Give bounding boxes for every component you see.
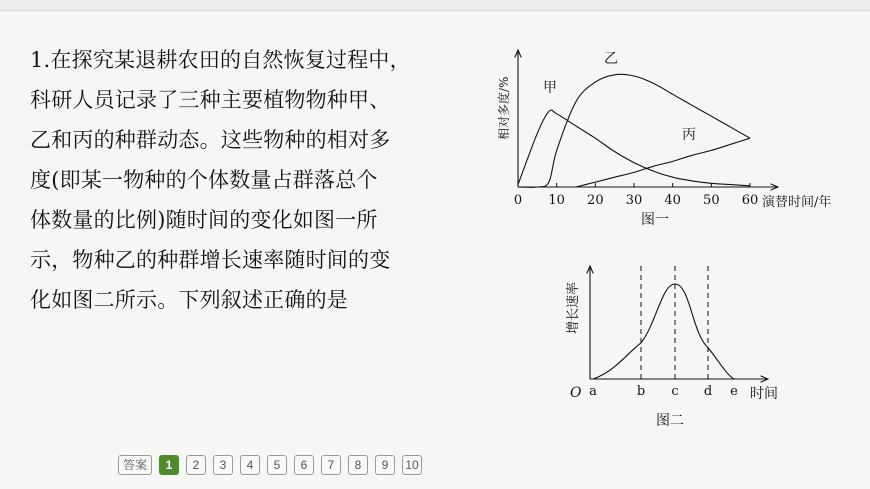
fig1-tick-label: 0 [513,193,523,208]
fig1-y-axis-label: 相对多度/% [497,76,511,140]
page-button-6[interactable]: 6 [294,455,314,475]
page-button-10[interactable]: 10 [402,455,422,475]
fig2-tick-label-d: d [703,384,713,399]
fig1-tick-label: 50 [703,193,720,208]
fig2-tick-label-b: b [636,384,646,399]
fig1-tick-label: 60 [741,193,759,208]
page-button-8[interactable]: 8 [348,455,368,475]
fig1-tick-label: 40 [664,193,681,208]
fig1-label-bing: 丙 [682,127,696,143]
question-line: 1.在探究某退耕农田的自然恢复过程中， [30,48,411,72]
fig1-curve-jia [518,110,750,186]
fig2-origin-label: O [570,385,582,401]
fig1-caption: 图一 [641,212,669,228]
question-line: 乙和丙的种群动态。这些物种的相对多 [30,128,391,152]
question-navigation [118,455,422,475]
fig1-label-jia: 甲 [543,80,557,96]
question-text [30,40,470,320]
question-line: 体数量的比例)随时间的变化如图一所 [30,208,378,232]
fig1-tick-label: 20 [587,193,604,208]
fig1-label-yi: 乙 [604,51,618,67]
page-button-4[interactable]: 4 [240,455,260,475]
page-button-2[interactable]: 2 [186,455,206,475]
page-button-3[interactable]: 3 [213,455,233,475]
page-button-1[interactable]: 1 [159,455,179,475]
fig1-tick-label: 30 [625,193,643,208]
question-line: 度(即某一物种的个体数量占群落总个 [30,168,378,192]
page-button-9[interactable]: 9 [375,455,395,475]
question-line: 示，物种乙的种群增长速率随时间的变 [30,248,391,272]
figure-1-chart [490,40,865,230]
fig2-tick-label-a: a [589,384,597,399]
top-bar [0,0,870,11]
figure-2-chart [560,258,800,433]
fig1-tick-label: 10 [548,193,565,208]
fig2-x-axis-label: 时间 [750,386,778,402]
question-line: 科研人员记录了三种主要植物物种甲、 [30,88,391,112]
page-button-7[interactable]: 7 [321,455,341,475]
page-button-5[interactable]: 5 [267,455,287,475]
fig2-y-axis-label: 增长速率 [566,281,581,334]
fig2-caption: 图二 [656,413,684,429]
fig2-growth-rate-curve [593,284,734,379]
fig1-x-axis-label: 演替时间/年 [762,195,832,210]
answer-button[interactable]: 答案 [118,455,152,475]
fig1-curve-bing [576,138,750,187]
fig2-tick-label-e: e [730,384,738,399]
fig2-tick-label-c: c [671,384,679,399]
question-line: 化如图二所示。下列叙述正确的是 [30,288,348,312]
